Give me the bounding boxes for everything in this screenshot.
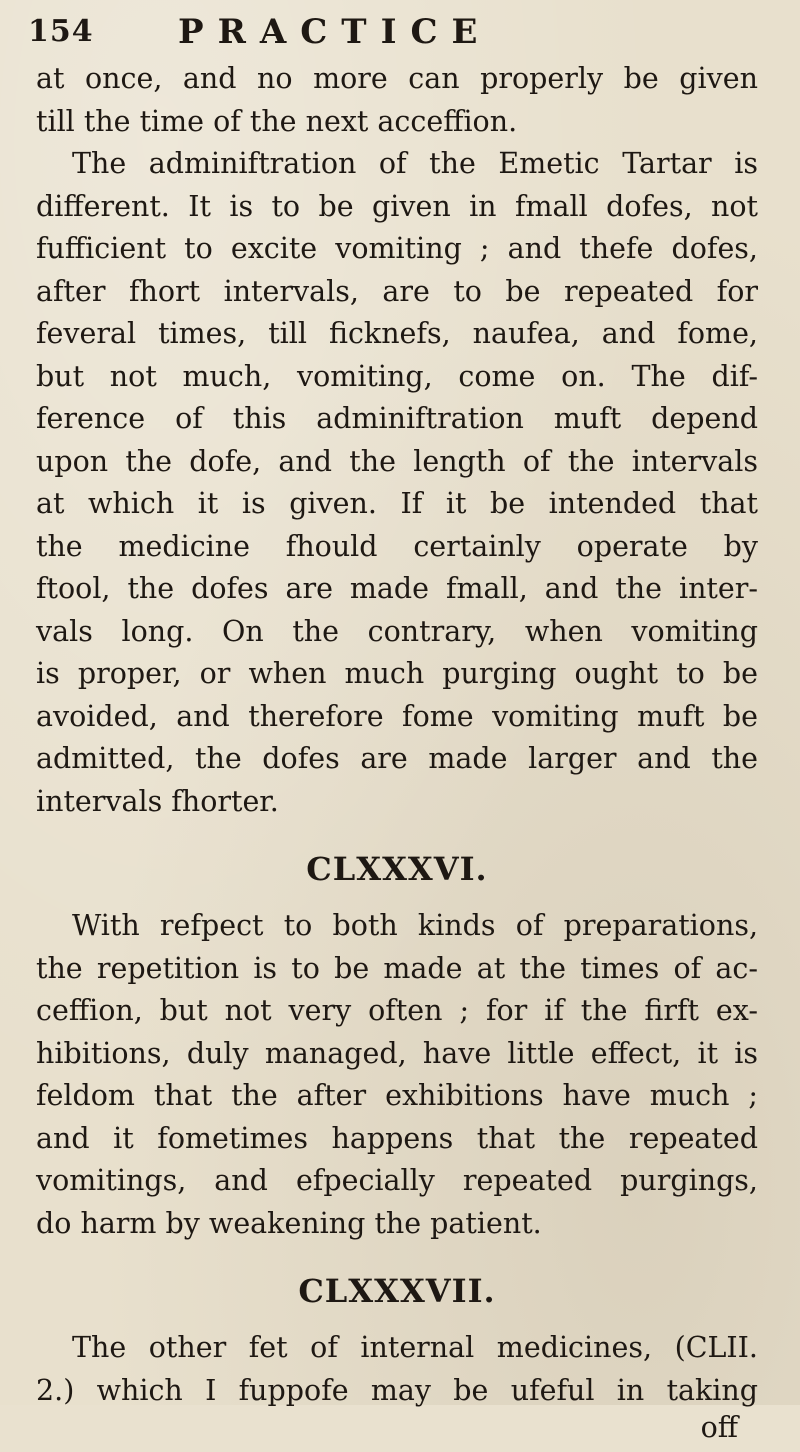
text-line: till the time of the next acceffion. [36, 104, 518, 138]
running-head: PRACTICE [178, 12, 492, 52]
paragraph [36, 905, 758, 1245]
text-line: With refpect to both kinds of preparations, [72, 909, 758, 942]
text-line: the repetition is to be made at the times of ac- [36, 951, 758, 985]
text-line: is proper, or when much purging ought to be [36, 657, 758, 690]
text-line: vomitings, and efpecially repeated purgings, [36, 1164, 758, 1197]
text-line: the medicine fhould certainly operate by [36, 529, 758, 563]
text-line: but not much, vomiting, come on. The dif- [36, 359, 758, 393]
text-line: intervals fhorter. [36, 784, 279, 818]
text-line: upon the dofe, and the length of the intervals [36, 444, 758, 478]
text-line: admitted, the dofes are made larger and the [36, 742, 758, 775]
text-line: The adminiftration of the Emetic Tartar is [72, 147, 758, 180]
section-heading: CLXXXVII. [298, 1272, 496, 1310]
text-block [36, 58, 758, 1452]
paragraph [36, 1327, 758, 1412]
text-line: ceffion, but not very often ; for if the firft ex- [36, 994, 758, 1027]
catchword: off [700, 1411, 738, 1444]
text-line: hibitions, duly managed, have little effect, it is [36, 1036, 758, 1070]
text-line: at which it is given. If it be intended that [36, 487, 758, 520]
text-line: after fhort intervals, are to be repeated for [36, 274, 758, 308]
text-line: feveral times, till ficknefs, naufea, and fome, [36, 317, 758, 350]
text-line: ftool, the dofes are made fmall, and the inter- [36, 572, 758, 605]
text-line: 2.) which I fuppofe may be ufeful in taking [36, 1373, 758, 1407]
text-line: ference of this adminiftration muft depend [36, 402, 758, 435]
text-line: avoided, and therefore fome vomiting muft be [36, 699, 758, 733]
page-number: 154 [28, 14, 94, 49]
page-header [18, 12, 780, 52]
text-line: different. It is to be given in fmall dofes, not [36, 189, 758, 223]
text-line: The other fet of internal medicines, (CLII. [72, 1331, 758, 1364]
section-heading: CLXXXVI. [306, 850, 488, 888]
text-line: at once, and no more can properly be given [36, 62, 758, 95]
text-line: feldom that the after exhibitions have much ; [36, 1079, 758, 1112]
paragraph [36, 58, 758, 823]
text-line: and it fometimes happens that the repeated [36, 1121, 758, 1155]
text-line: do harm by weakening the patient. [36, 1206, 542, 1240]
text-line: vals long. On the contrary, when vomiting [36, 614, 758, 648]
text-line: fufficient to excite vomiting ; and thefe dofes, [36, 232, 758, 265]
